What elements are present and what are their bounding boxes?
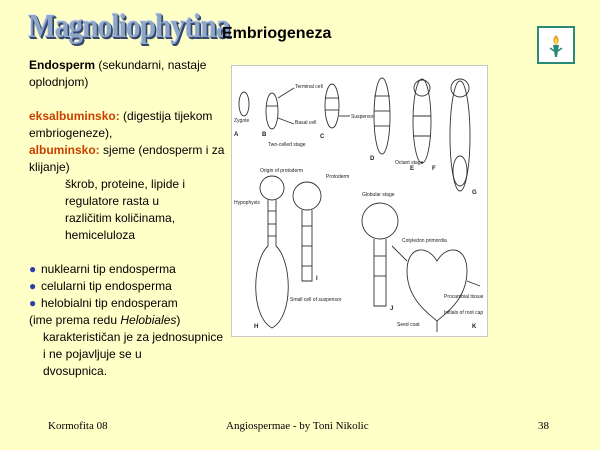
bullet-icon: ●	[29, 262, 37, 276]
label-root-cap: Initials of root cap	[444, 310, 484, 316]
label-octant: Octant stage	[395, 160, 424, 166]
storage-list	[29, 176, 229, 244]
albuminous-label: albuminsko:	[29, 143, 100, 157]
helobiales-name: Helobiales	[120, 313, 177, 327]
footer-author: Angiospermae - by Toni Nikolic	[226, 420, 369, 432]
home-button[interactable]	[537, 26, 575, 64]
stage-d-shape	[374, 78, 390, 154]
exalbuminous-paragraph	[29, 108, 229, 142]
logo-title: Magnoliophytina	[28, 8, 230, 45]
storage-line: regulatore rasta u	[65, 194, 160, 208]
stage-letter: C	[320, 134, 325, 140]
albuminous-paragraph	[29, 142, 229, 176]
embryogenesis-diagram	[232, 66, 487, 336]
label-suspensor: Suspensor	[351, 114, 375, 120]
bullet-icon: ●	[29, 296, 37, 310]
bullet-item	[29, 278, 229, 295]
helobiales-pre: (ime prema redu	[29, 313, 121, 327]
characteristic-line: karakterističan je za jednosupnice i ne pojavljuje se u	[43, 330, 224, 361]
octant-shape	[413, 79, 431, 163]
stage-letter: B	[262, 132, 267, 138]
globular-embryo-shape	[260, 176, 284, 200]
globular-stage-shape	[362, 203, 398, 239]
bullet-text: helobialni tip endosperam	[41, 296, 178, 310]
slide-title: Embriogeneza	[222, 25, 332, 42]
slide-body	[29, 57, 229, 380]
label-protoderm: Protoderm	[326, 174, 350, 180]
torch-home-icon	[541, 30, 571, 60]
stage-letter: A	[234, 132, 239, 138]
stage-letter: D	[370, 156, 375, 162]
storage-line: hemiceluloza	[65, 228, 136, 242]
footer-course: Kormofita 08	[48, 420, 108, 432]
bullet-icon: ●	[29, 279, 37, 293]
storage-line: škrob, proteine, lipide i	[65, 177, 186, 191]
label-hypophysis: Hypophysis	[234, 200, 260, 206]
label-procambium: Procambial tissue	[444, 294, 484, 300]
zygote-shape	[239, 92, 249, 116]
embryogenesis-figure	[231, 65, 488, 337]
stage-letter: F	[432, 166, 436, 172]
stage-letter: I	[316, 276, 318, 282]
stage-letter: E	[410, 166, 415, 172]
proembryo-shape	[293, 182, 321, 210]
label-origin-protoderm: Origin of protoderm	[260, 168, 304, 174]
endosperm-description: (sekundarni, nastaje oplodnjom)	[29, 58, 207, 89]
label-basal-cell: Basal cell	[295, 120, 317, 126]
stage-c-shape	[325, 84, 339, 128]
two-celled-shape	[266, 93, 278, 129]
label-seed-coat: Seed coat	[397, 322, 420, 328]
characteristic-line-end: dvosupnica.	[43, 364, 108, 378]
bullet-text: celularni tip endosperma	[41, 279, 172, 293]
stage-letter: J	[390, 306, 394, 312]
bullet-text: nuklearni tip endosperma	[41, 262, 176, 276]
page-number: 38	[538, 420, 549, 432]
stage-letter: H	[254, 324, 259, 330]
albuminous-text: sjeme (endosperm i za klijanje)	[29, 143, 225, 174]
endosperm-paragraph	[29, 57, 229, 91]
label-small-cell: Small cell of suspensor	[290, 297, 342, 303]
stage-letter: G	[472, 190, 477, 196]
endosperm-term: Endosperm	[29, 58, 96, 72]
label-two-celled: Two-celled stage	[268, 142, 306, 148]
label-globular-stage: Globular stage	[362, 192, 395, 198]
bullet-item	[29, 295, 229, 312]
exalbuminous-label: eksalbuminsko:	[29, 109, 120, 123]
storage-line: različitim količinama,	[65, 211, 176, 225]
label-zygote: Zygote	[234, 118, 250, 124]
label-terminal-cell: Terminal cell	[295, 84, 323, 90]
helobiales-post: )	[176, 313, 181, 327]
stage-letter: K	[472, 324, 477, 330]
helobiales-note	[29, 312, 229, 329]
label-cotyledon: Cotyledon primordia	[402, 238, 447, 244]
exalbuminous-text: (digestija tijekom embriogeneze),	[29, 109, 213, 140]
bullet-item	[29, 261, 229, 278]
